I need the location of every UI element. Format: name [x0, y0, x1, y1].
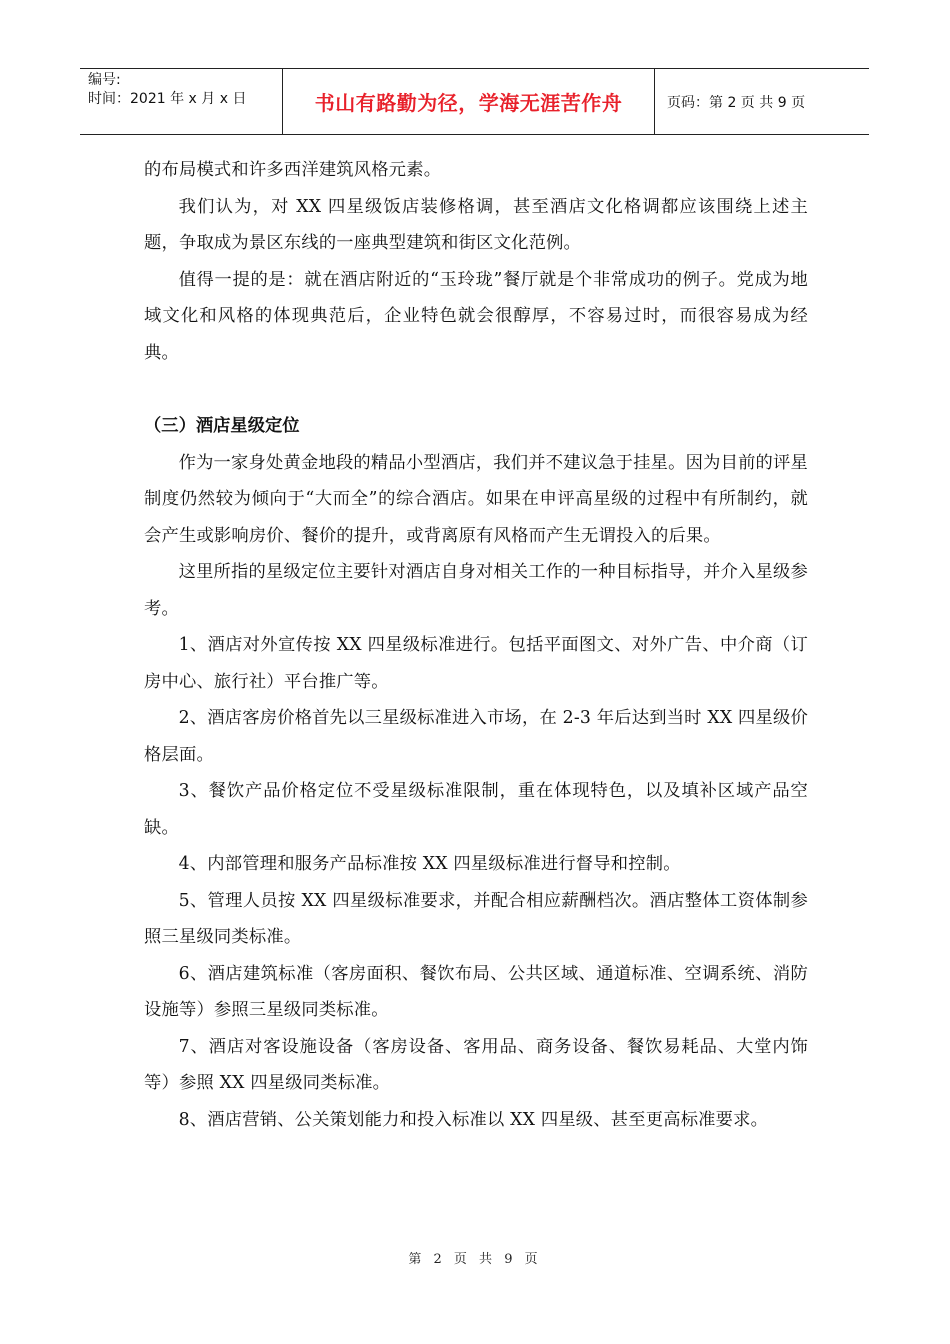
- header-motto: 书山有路勤为径，学海无涯苦作舟: [314, 91, 623, 115]
- list-item: 2、酒店客房价格首先以三星级标准进入市场，在 2-3 年后达到当时 XX 四星级价格层面。: [144, 708, 808, 765]
- document-body: [144, 152, 808, 1138]
- list-item: 8、酒店营销、公关策划能力和投入标准以 XX 四星级、甚至更高标准要求。: [178, 1109, 769, 1130]
- list-item: 6、酒店建筑标准（客房面积、餐饮布局、公共区域、通道标准、空调系统、消防设施等）参照三星级同类标准。: [144, 963, 808, 1020]
- page-footer: 第 2 页 共 9 页: [408, 1252, 542, 1267]
- section-heading: （三）酒店星级定位: [144, 416, 300, 436]
- list-item: 3、餐饮产品价格定位不受星级标准限制，重在体现特色，以及填补区域产品空缺。: [144, 781, 808, 838]
- paragraph: 值得一提的是：就在酒店附近的“玉玲珑”餐厅就是个非常成功的例子。党成为地域文化和风格的体现典范后，企业特色就会很醇厚，不容易过时，而很容易成为经典。: [144, 269, 808, 363]
- paragraph: 我们认为，对 XX 四星级饭店装修格调，甚至酒店文化格调都应该围绕上述主题，争取成为景区东线的一座典型建筑和街区文化范例。: [144, 196, 808, 253]
- header-page-number: 页码：第 2 页 共 9 页: [667, 94, 806, 111]
- document-date-label: 时间：2021 年 x 月 x 日: [88, 91, 247, 107]
- paragraph: 这里所指的星级定位主要针对酒店自身对相关工作的一种目标指导，并介入星级参考。: [144, 562, 808, 619]
- header-motto-cell: [282, 69, 655, 134]
- list-item: 1、酒店对外宣传按 XX 四星级标准进行。包括平面图文、对外广告、中介商（订房中心、旅行社）平台推广等。: [144, 635, 808, 692]
- list-item: 7、酒店对客设施设备（客房设备、客用品、商务设备、餐饮易耗品、大堂内饰等）参照 XX 四星级同类标准。: [144, 1036, 808, 1093]
- list-item: 5、管理人员按 XX 四星级标准要求，并配合相应薪酬档次。酒店整体工资体制参照三星级同类标准。: [144, 890, 808, 947]
- list-item: 4、内部管理和服务产品标准按 XX 四星级标准进行督导和控制。: [178, 854, 681, 874]
- paragraph-continuation: 的布局模式和许多西洋建筑风格元素。: [144, 160, 442, 180]
- header-page-cell: [655, 69, 869, 134]
- paragraph: 作为一家身处黄金地段的精品小型酒店，我们并不建议急于挂星。因为目前的评星制度仍然较为倾向于“大而全”的综合酒店。如果在申评高星级的过程中有所制约，就会产生或影响房价、餐价的提升，或背离原有风格而产生无谓投入的后果。: [144, 452, 808, 546]
- document-number-label: 编号:: [88, 72, 121, 88]
- document-header: [80, 68, 869, 135]
- header-meta-cell: [80, 69, 282, 134]
